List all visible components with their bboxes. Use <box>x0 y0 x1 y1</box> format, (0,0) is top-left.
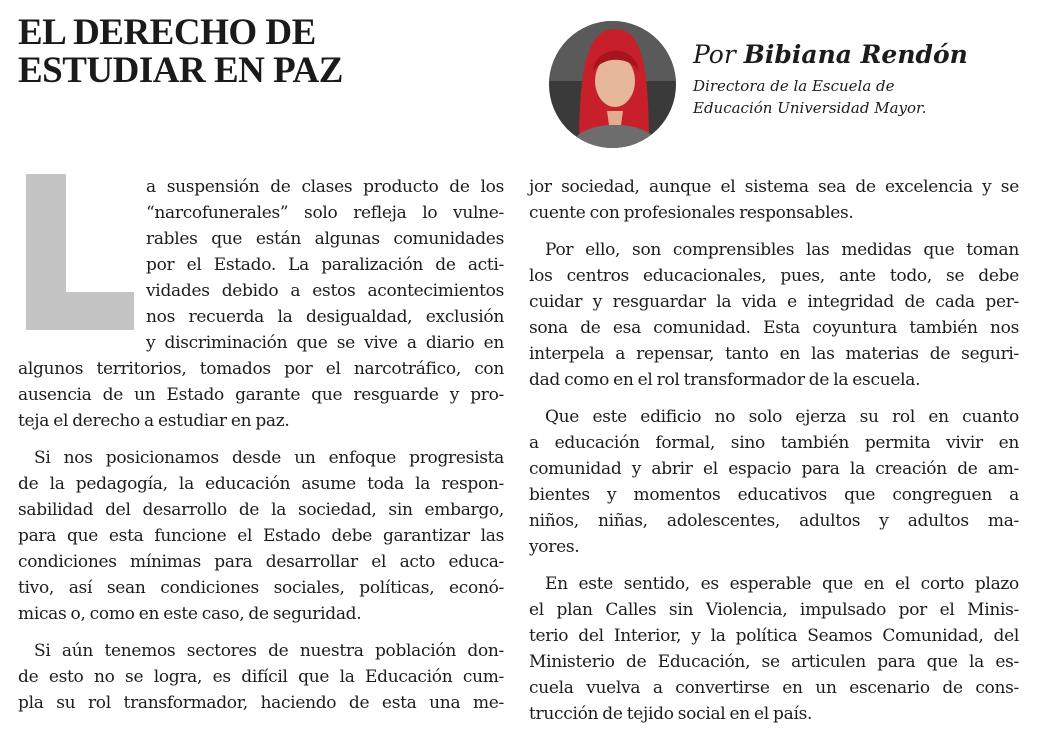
article-paragraph <box>529 237 1019 393</box>
article-line: sona de esa comunidad. Esta coyuntura también nos <box>529 318 1019 338</box>
article-line: jor sociedad, aunque el sistema sea de excelencia y se <box>529 177 1019 197</box>
article-line: por el Estado. La paralización de acti- <box>146 255 504 275</box>
article-line: los centros educacionales, pues, ante todo, se debe <box>529 266 1019 286</box>
article-paragraph <box>529 571 1019 727</box>
article-line: para que esta funcione el Estado debe garantizar las <box>18 526 504 546</box>
author-portrait-icon <box>549 21 676 148</box>
article-line: terio del Interior, y la política Seamos Comunidad, del <box>529 626 1019 646</box>
article-line: Que este edificio no solo ejerza su rol en cuanto <box>545 407 1019 427</box>
article-line: “narcofunerales” solo refleja lo vulne- <box>146 203 504 223</box>
article-line: ausencia de un Estado garante que resguarde y pro- <box>18 385 504 405</box>
article-line: En este sentido, es esperable que en el corto plazo <box>545 574 1019 594</box>
article-paragraph <box>18 174 504 434</box>
article-line: yores. <box>529 537 580 557</box>
byline <box>693 40 968 69</box>
headline-line: ESTUDIAR EN PAZ <box>18 50 343 91</box>
byline-prefix: Por <box>693 40 736 69</box>
headline-line: EL DERECHO DE <box>18 12 316 53</box>
article-line: y discriminación que se vive a diario en <box>146 333 504 353</box>
article-line: condiciones mínimas para desarrollar el acto educa- <box>18 552 504 572</box>
article-paragraph <box>18 638 504 716</box>
author-title-line: Directora de la Escuela de <box>693 77 895 95</box>
author-name: Bibiana Rendón <box>743 40 968 69</box>
article-column-right <box>529 174 1019 738</box>
article-line: dad como en el rol transformador de la escuela. <box>529 370 921 390</box>
article-line: teja el derecho a estudiar en paz. <box>18 411 290 431</box>
article-headline <box>18 14 343 90</box>
article-line: cuidar y resguardar la vida e integridad de cada per- <box>529 292 1019 312</box>
drop-cap <box>18 174 134 334</box>
article-line: niños, niñas, adolescentes, adultos y adultos ma- <box>529 511 1019 531</box>
article-paragraph <box>18 445 504 627</box>
article-line: bientes y momentos educativos que congreguen a <box>529 485 1019 505</box>
author-title-line: Educación Universidad Mayor. <box>693 99 927 117</box>
article-line: rables que están algunas comunidades <box>146 229 504 249</box>
article-line: vidades debido a estos acontecimientos <box>146 281 504 301</box>
article-line: el plan Calles sin Violencia, impulsado por el Minis- <box>529 600 1019 620</box>
article-column-left <box>18 174 504 727</box>
article-line: trucción de tejido social en el país. <box>529 704 813 724</box>
article-line: sabilidad del desarrollo de la sociedad, sin embargo, <box>18 500 504 520</box>
article-line: nos recuerda la desigualdad, exclusión <box>146 307 504 327</box>
article-paragraph-continued <box>529 174 1019 226</box>
article-line: algunos territorios, tomados por el narcotráfico, con <box>18 359 504 379</box>
article-line: cuela vuelva a convertirse en un escenario de cons- <box>529 678 1019 698</box>
article-line: Por ello, son comprensibles las medidas que toman <box>545 240 1019 260</box>
article-paragraph <box>529 404 1019 560</box>
article-line: Si nos posicionamos desde un enfoque progresista <box>34 448 504 468</box>
article-line: Ministerio de Educación, se articulen para que la es- <box>529 652 1019 672</box>
drop-cap-letter-icon <box>18 174 134 334</box>
article-line: de la pedagogía, la educación asume toda la respon- <box>18 474 504 494</box>
article-line: a suspensión de clases producto de los <box>146 177 504 197</box>
article-line: Si aún tenemos sectores de nuestra población don- <box>34 641 504 661</box>
article-line: micas o, como en este caso, de seguridad. <box>18 604 362 624</box>
article-line: de esto no se logra, es difícil que la Educación cum- <box>18 667 504 687</box>
author-title <box>693 75 1013 119</box>
article-line: cuente con profesionales responsables. <box>529 203 854 223</box>
article-line: pla su rol transformador, haciendo de esta una me- <box>18 693 504 713</box>
author-photo <box>549 21 676 148</box>
article-line: a educación formal, sino también permita vivir en <box>529 433 1019 453</box>
article-line: tivo, así sean condiciones sociales, políticas, econó- <box>18 578 504 598</box>
article-line: interpela a repensar, tanto en las materias de seguri- <box>529 344 1019 364</box>
article-line: comunidad y abrir el espacio para la creación de am- <box>529 459 1019 479</box>
